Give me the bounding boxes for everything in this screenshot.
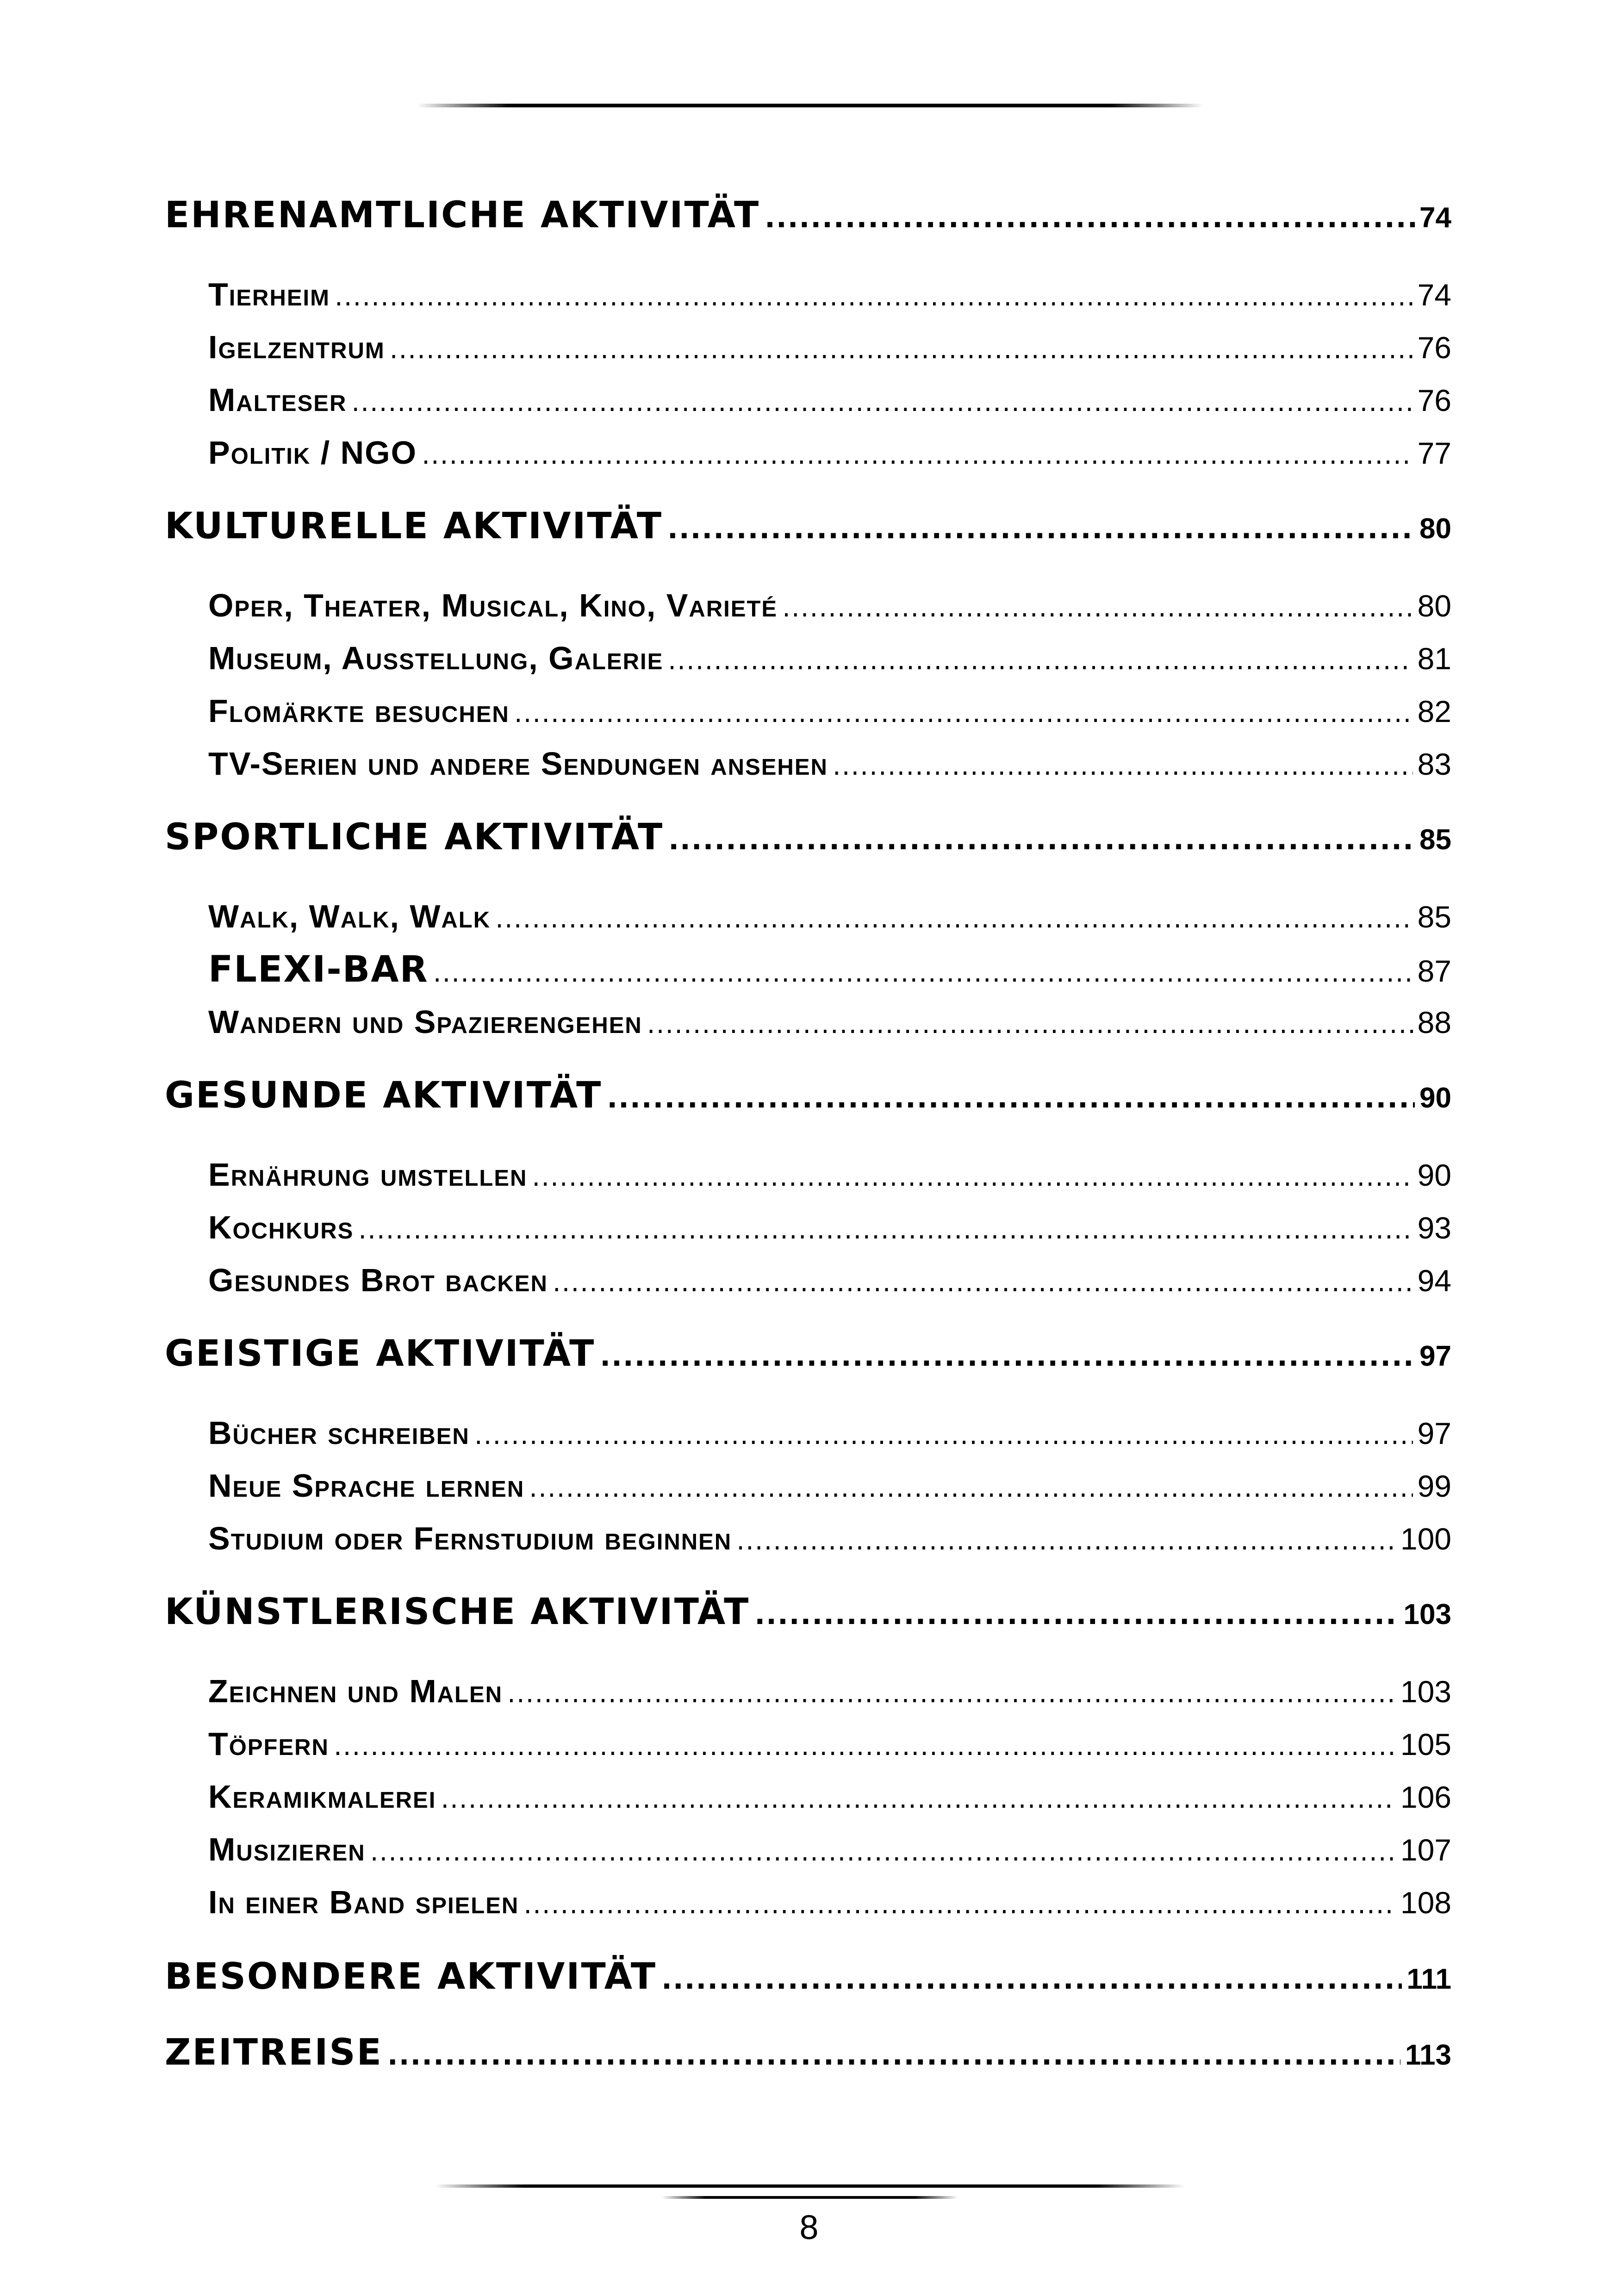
- dot-leader: [514, 698, 1413, 728]
- toc-entry-title: FLEXI-BAR: [208, 949, 429, 990]
- toc-section[interactable]: [208, 1467, 1451, 1504]
- toc-section[interactable]: [208, 1884, 1451, 1921]
- dot-leader: [358, 1215, 1413, 1245]
- footer-rule: [435, 2184, 1185, 2188]
- toc-entry-title: Töpfern: [208, 1726, 329, 1762]
- toc-entry-title: Studium oder Fernstudium beginnen: [208, 1520, 732, 1556]
- toc-entry-title: GESUNDE AKTIVITÄT: [165, 1075, 603, 1116]
- toc-section[interactable]: [208, 329, 1451, 366]
- dot-leader: [334, 1731, 1396, 1761]
- toc-entry-page: 97: [1417, 1416, 1451, 1450]
- toc-section[interactable]: [208, 1156, 1451, 1193]
- toc-section[interactable]: [208, 276, 1451, 313]
- toc-section[interactable]: [208, 1520, 1451, 1557]
- toc-entry-page: 113: [1405, 2039, 1451, 2071]
- toc-section[interactable]: [208, 587, 1451, 624]
- toc-entry-page: 88: [1417, 1005, 1451, 1039]
- toc-entry-title: Zeichnen und Malen: [208, 1673, 503, 1709]
- dot-leader: [668, 646, 1413, 676]
- toc-entry-page: 76: [1417, 330, 1451, 365]
- dot-leader: [507, 1679, 1396, 1709]
- toc-entry-page: 74: [1417, 278, 1451, 312]
- dot-leader: [529, 1473, 1413, 1503]
- toc-entry-title: In einer Band spielen: [208, 1884, 519, 1920]
- dot-leader: [495, 904, 1413, 934]
- dot-leader: [736, 1526, 1396, 1556]
- toc-entry-title: Museum, Ausstellung, Galerie: [208, 640, 664, 676]
- toc-section[interactable]: [208, 1778, 1451, 1815]
- toc-entry-title: Ernährung umstellen: [208, 1157, 528, 1193]
- toc-entry-page: 83: [1417, 747, 1451, 781]
- toc-entry-title: Gesundes Brot backen: [208, 1262, 548, 1298]
- toc-entry-title: Malteser: [208, 382, 347, 418]
- toc-chapter[interactable]: [165, 194, 1451, 236]
- toc-section[interactable]: [208, 1262, 1451, 1299]
- toc-section[interactable]: [208, 692, 1451, 729]
- dot-leader: [782, 593, 1413, 623]
- toc-entry-page: 90: [1417, 1158, 1451, 1192]
- dot-leader: [754, 1599, 1399, 1631]
- toc-entry-page: 99: [1417, 1469, 1451, 1503]
- toc-entry-title: Walk, Walk, Walk: [208, 898, 491, 934]
- toc-section[interactable]: [208, 381, 1451, 418]
- toc-entry-title: Wandern und Spazierengehen: [208, 1004, 642, 1040]
- dot-leader: [335, 282, 1413, 312]
- toc-chapter[interactable]: [165, 1591, 1451, 1633]
- toc-entry-page: 74: [1419, 202, 1451, 234]
- toc-entry-page: 93: [1417, 1211, 1451, 1245]
- toc-entry-page: 103: [1403, 1599, 1451, 1630]
- toc-entry-page: 82: [1417, 694, 1451, 728]
- toc-entry-title: ZEITREISE: [165, 2032, 383, 2073]
- toc-entry-title: BESONDERE AKTIVITÄT: [165, 1956, 657, 1997]
- toc-chapter[interactable]: [165, 1956, 1451, 1997]
- toc-entry-page: 106: [1400, 1780, 1451, 1814]
- toc-chapter[interactable]: [165, 816, 1451, 858]
- toc-entry-page: 108: [1400, 1885, 1451, 1920]
- toc-section[interactable]: [208, 434, 1451, 471]
- toc-entry-title: Neue Sprache lernen: [208, 1468, 525, 1504]
- toc-entry-title: Politik / NGO: [208, 435, 417, 471]
- toc-entry-title: Kochkurs: [208, 1209, 354, 1245]
- toc-entry-title: EHRENAMTLICHE AKTIVITÄT: [165, 194, 760, 236]
- toc-section[interactable]: [208, 640, 1451, 677]
- toc-section[interactable]: [208, 1725, 1451, 1762]
- dot-leader: [532, 1162, 1413, 1192]
- toc-section[interactable]: [208, 745, 1451, 782]
- dot-leader: [523, 1890, 1396, 1920]
- toc-section[interactable]: [208, 1673, 1451, 1710]
- dot-leader: [765, 202, 1415, 234]
- dot-leader: [387, 2039, 1400, 2072]
- dot-leader: [607, 1082, 1415, 1114]
- toc-entry-title: Igelzentrum: [208, 329, 385, 365]
- dot-leader: [667, 513, 1415, 545]
- toc-entry-page: 85: [1419, 824, 1451, 856]
- dot-leader: [668, 824, 1415, 856]
- toc-entry-title: SPORTLICHE AKTIVITÄT: [165, 816, 664, 858]
- dot-leader: [833, 751, 1413, 781]
- toc-section[interactable]: [208, 1003, 1451, 1040]
- dot-leader: [370, 1837, 1396, 1867]
- toc-entry-title: GEISTIGE AKTIVITÄT: [165, 1333, 596, 1375]
- toc-chapter[interactable]: [165, 1075, 1451, 1116]
- toc-section[interactable]: [208, 1414, 1451, 1451]
- toc-entry-page: 80: [1419, 513, 1451, 545]
- toc-entry-page: 111: [1406, 1963, 1451, 1995]
- dot-leader: [351, 387, 1413, 417]
- page-number: 8: [799, 2208, 819, 2246]
- toc-entry-title: Oper, Theater, Musical, Kino, Varieté: [208, 587, 778, 623]
- dot-leader: [647, 1009, 1413, 1039]
- dot-leader: [474, 1420, 1413, 1450]
- dot-leader: [441, 1784, 1396, 1814]
- toc-entry-page: 103: [1400, 1674, 1451, 1709]
- toc-entry-title: KULTURELLE AKTIVITÄT: [165, 505, 663, 547]
- toc-entry-page: 77: [1417, 436, 1451, 470]
- toc-entry-page: 94: [1417, 1263, 1451, 1298]
- toc-entry-page: 80: [1417, 589, 1451, 623]
- toc-entry-title: Bücher schreiben: [208, 1415, 470, 1451]
- dot-leader: [422, 440, 1413, 470]
- toc-chapter[interactable]: [165, 2032, 1451, 2073]
- toc-entry-title: TV-Serien und andere Sendungen ansehen: [208, 746, 828, 782]
- toc-entry-title: Musizieren: [208, 1831, 366, 1867]
- dot-leader: [390, 335, 1413, 365]
- toc-section[interactable]: [208, 949, 1451, 990]
- toc-entry-page: 87: [1417, 954, 1451, 988]
- toc-section[interactable]: [208, 1209, 1451, 1246]
- toc-entry-page: 81: [1417, 641, 1451, 676]
- toc-entry-title: KÜNSTLERISCHE AKTIVITÄT: [165, 1591, 750, 1633]
- toc-entry-page: 107: [1400, 1833, 1451, 1867]
- toc-entry-title: Flomärkte besuchen: [208, 693, 510, 729]
- toc-section[interactable]: [208, 898, 1451, 935]
- toc-entry-page: 100: [1400, 1522, 1451, 1556]
- toc-entry-page: 105: [1400, 1727, 1451, 1761]
- dot-leader: [433, 958, 1413, 988]
- toc-chapter[interactable]: [165, 1333, 1451, 1375]
- toc-entry-page: 97: [1419, 1340, 1451, 1372]
- toc-entry-page: 76: [1417, 383, 1451, 417]
- toc-section[interactable]: [208, 1831, 1451, 1868]
- toc-entry-title: Keramikmalerei: [208, 1779, 436, 1815]
- dot-leader: [553, 1268, 1413, 1298]
- toc-chapter[interactable]: [165, 505, 1451, 547]
- footer-rule-short: [662, 2196, 958, 2199]
- dot-leader: [600, 1340, 1415, 1373]
- dot-leader: [661, 1963, 1402, 1996]
- toc-entry-title: Tierheim: [208, 276, 330, 312]
- toc-entry-page: 90: [1419, 1082, 1451, 1114]
- toc-entry-page: 85: [1417, 900, 1451, 934]
